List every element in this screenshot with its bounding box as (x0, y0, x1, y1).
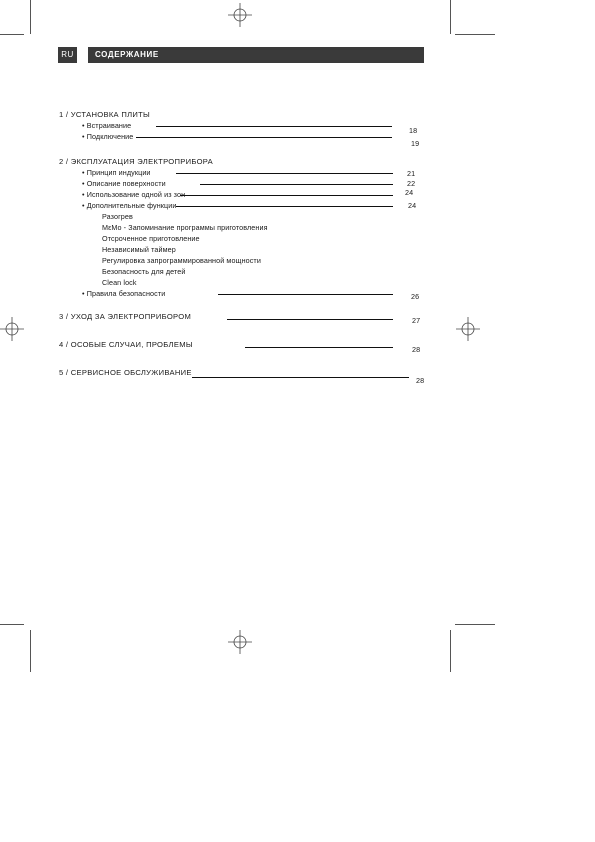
crosshair-circle-icon (456, 317, 480, 341)
toc-item-label: • Использование одной из зон (82, 190, 186, 199)
crop-mark (30, 630, 31, 672)
toc-item-label: • Подключение (82, 132, 134, 141)
toc-leader-line (245, 347, 393, 348)
toc-leader-line (227, 319, 393, 320)
toc-section-title: 1 / УСТАНОВКА ПЛИТЫ (59, 110, 151, 119)
toc-leader-line (136, 137, 392, 138)
toc-subitem: Разогрев (102, 212, 133, 221)
toc-leader-line (200, 184, 393, 185)
crop-mark (455, 34, 495, 35)
toc-section-title: 4 / ОСОБЫЕ СЛУЧАИ, ПРОБЛЕМЫ (59, 340, 193, 349)
toc-subitem: Отсроченное приготовление (102, 234, 200, 243)
toc-item-page: 24 (405, 188, 414, 197)
toc-leader-line (176, 173, 393, 174)
toc-subitem: Clean lock (102, 278, 137, 287)
toc-leader-line (156, 126, 392, 127)
toc-subitem: Регулировка запрограммированной мощности (102, 256, 261, 265)
toc-leader-line (176, 206, 393, 207)
toc-leader-line (180, 195, 393, 196)
toc-leader-line (218, 294, 393, 295)
crop-mark (450, 630, 451, 672)
toc-item-label: • Описание поверхности (82, 179, 166, 188)
crop-mark (455, 624, 495, 625)
toc-subitem: Безопасность для детей (102, 267, 186, 276)
toc-section-title: 5 / СЕРВИСНОЕ ОБСЛУЖИВАНИЕ (59, 368, 192, 377)
toc-item-page: 18 (409, 126, 418, 135)
toc-item-label: • Встраивание (82, 121, 132, 130)
crosshair-circle-icon (0, 317, 24, 341)
crop-mark (0, 624, 24, 625)
language-badge: RU (58, 47, 77, 63)
toc-item-label: • Правила безопасности (82, 289, 166, 298)
toc-item-page: 19 (411, 139, 420, 148)
toc-item-label: • Дополнительные функции (82, 201, 177, 210)
crop-mark (0, 34, 24, 35)
toc-section-page: 28 (412, 345, 421, 354)
toc-item-page: 21 (407, 169, 416, 178)
toc-item-page: 24 (408, 201, 417, 210)
toc-item-page: 22 (407, 179, 416, 188)
crop-mark (30, 0, 31, 34)
toc-item-page: 26 (411, 292, 420, 301)
toc-section-title: 3 / УХОД ЗА ЭЛЕКТРОПРИБОРОМ (59, 312, 192, 321)
toc-item-label: • Принцип индукции (82, 168, 151, 177)
toc-subitem: Независимый таймер (102, 245, 176, 254)
toc-section-title: 2 / ЭКСПЛУАТАЦИЯ ЭЛЕКТРОПРИБОРА (59, 157, 214, 166)
toc-subitem: MεMo - Запоминание программы приготовления (102, 223, 268, 232)
page-title: СОДЕРЖАНИЕ (88, 47, 424, 63)
toc-leader-line (192, 377, 409, 378)
crosshair-circle-icon (228, 630, 252, 654)
crop-mark (450, 0, 451, 34)
toc-section-page: 28 (416, 376, 425, 385)
crosshair-circle-icon (228, 3, 252, 27)
toc-section-page: 27 (412, 316, 421, 325)
